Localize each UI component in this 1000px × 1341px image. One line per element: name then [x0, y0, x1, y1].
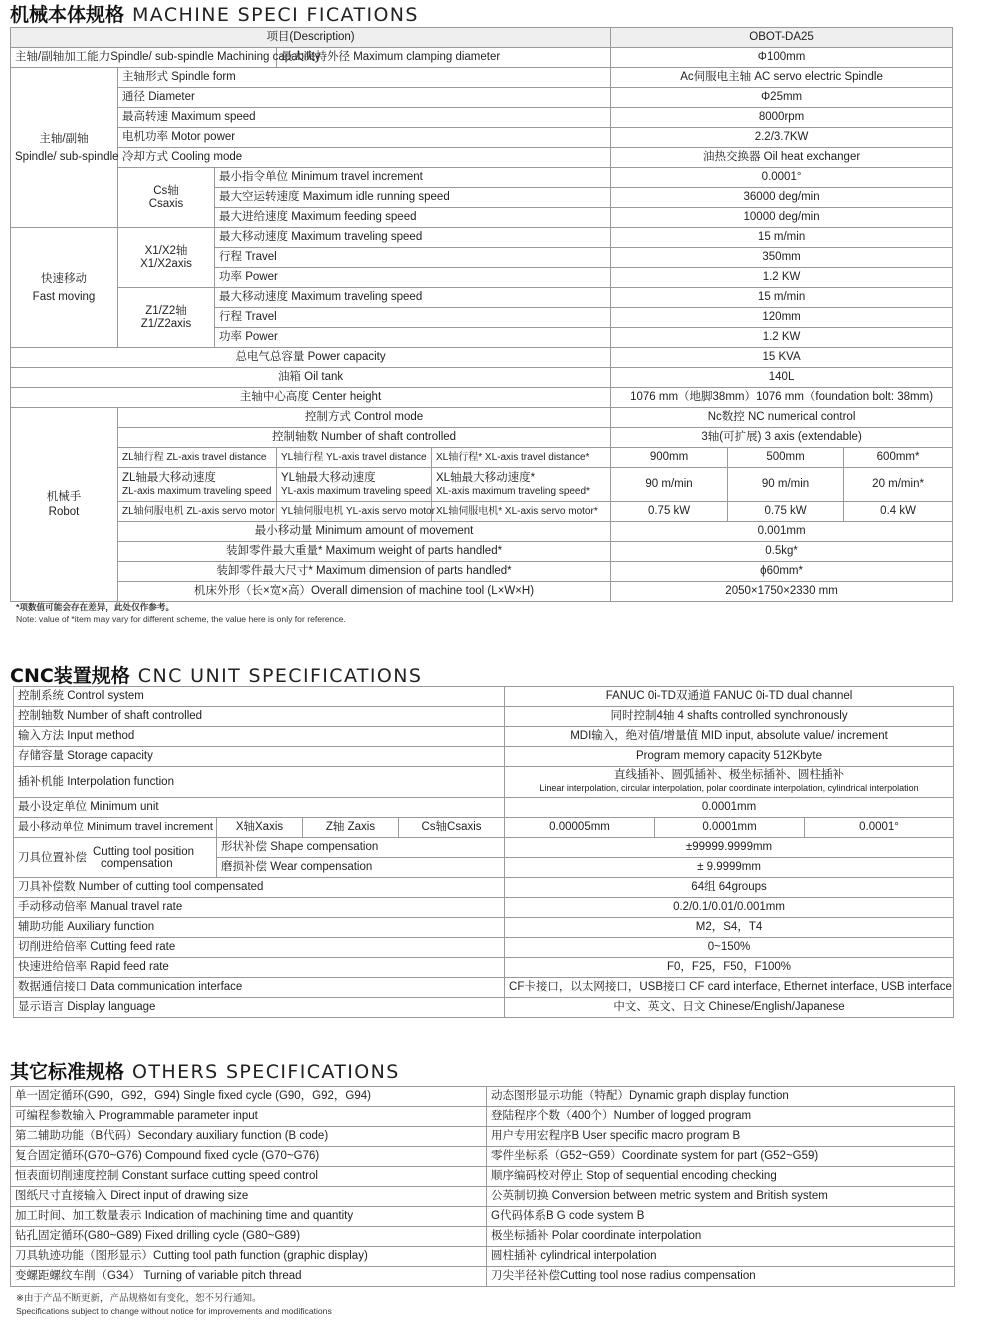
- robot-yl-speed-en: YL-axis maximum traveling speed: [281, 485, 432, 497]
- general-label: 总电气总容量 Power capacity: [11, 348, 611, 368]
- cnc-value: MDI输入，绝对值/增量值 MID input, absolute value/ increment: [505, 727, 954, 747]
- cnc-label: 刀具补偿数 Number of cutting tool compensated: [14, 878, 505, 898]
- others-left: 刀具轨迹功能（图形显示）Cutting tool path function (graphic display): [11, 1247, 487, 1267]
- robot-value: Nc数控 NC numerical control: [611, 408, 953, 428]
- dimension-row: [11, 582, 953, 602]
- robot-group: [11, 408, 118, 602]
- others-left: 恒表面切削速度控制 Constant surface cutting speed control: [11, 1167, 487, 1187]
- cnc-value: ± 9.9999mm: [505, 858, 954, 878]
- cnc-value: 中文、英文、日文 Chinese/English/Japanese: [505, 998, 954, 1018]
- robot-zl-speed: [118, 468, 277, 502]
- cnc-row: [14, 687, 954, 707]
- others-note: [16, 1293, 332, 1317]
- spindle-value: 2.2/3.7KW: [611, 128, 953, 148]
- others-left: 可编程参数输入 Programmable parameter input: [11, 1107, 487, 1127]
- cnc-label: 手动移动倍率 Manual travel rate: [14, 898, 505, 918]
- cnc-value: Program memory capacity 512Kbyte: [505, 747, 954, 767]
- cnc-row: [14, 798, 954, 818]
- fast-value: 1.2 KW: [611, 268, 953, 288]
- spindle-label: 最高转速 Maximum speed: [118, 108, 611, 128]
- robot-label: 装卸零件最大尺寸* Maximum dimension of parts handled*: [118, 562, 611, 582]
- others-left: 图纸尺寸直接输入 Direct input of drawing size: [11, 1187, 487, 1207]
- fast-group: [11, 228, 118, 348]
- cnc-value: ±99999.9999mm: [505, 838, 954, 858]
- robot-value: 600mm*: [844, 448, 953, 468]
- others-right: 用户专用宏程序B User specific macro program B: [487, 1127, 955, 1147]
- robot-group-en: Robot: [48, 505, 80, 518]
- spindle-label: 通径 Diameter: [118, 88, 611, 108]
- cnc-label: 快速进给倍率 Rapid feed rate: [14, 958, 505, 978]
- spindle-value: Φ25mm: [611, 88, 953, 108]
- spindle-label: 冷却方式 Cooling mode: [118, 148, 611, 168]
- cnc-value: F0，F25，F50，F100%: [505, 958, 954, 978]
- cnc-label: 控制轴数 Number of shaft controlled: [14, 707, 505, 727]
- x-axis-label-zh: X1/X2轴: [144, 244, 188, 257]
- cnc-row: [14, 998, 954, 1018]
- others-row: [11, 1087, 955, 1107]
- others-row: [11, 1127, 955, 1147]
- robot-zl-speed-en: ZL-axis maximum traveling speed: [122, 485, 272, 497]
- spindle-label: 主轴形式 Spindle form: [118, 68, 611, 88]
- others-spec-table: [10, 1086, 955, 1287]
- robot-value: 20 m/min*: [844, 468, 953, 502]
- cnc-value: 0.2/0.1/0.01/0.001mm: [505, 898, 954, 918]
- fast-group-zh: 快速移动: [41, 272, 87, 285]
- cnc-row: [14, 727, 954, 747]
- robot-row: [11, 522, 953, 542]
- others-title-en: OTHERS SPECIFICATIONS: [132, 1061, 400, 1083]
- cs-value: 36000 deg/min: [611, 188, 953, 208]
- others-row: [11, 1247, 955, 1267]
- cs-value: 0.0001°: [611, 168, 953, 188]
- robot-row: [11, 542, 953, 562]
- cnc-value: 64组 64groups: [505, 878, 954, 898]
- machine-title: [10, 0, 419, 27]
- robot-value: 0.75 kW: [728, 502, 844, 522]
- general-value: 140L: [611, 368, 953, 388]
- robot-yl-travel: YL轴行程 YL-axis travel distance: [277, 448, 432, 468]
- dimension-label: 机床外形（长×宽×高）Overall dimension of machine tool (L×W×H): [118, 582, 611, 602]
- robot-value: 0.75 kW: [611, 502, 728, 522]
- machine-title-en: MACHINE SPECI FICATIONS: [132, 4, 419, 26]
- others-left: 第二辅助功能（B代码）Secondary auxiliary function (B code): [11, 1127, 487, 1147]
- robot-value: 0.4 kW: [844, 502, 953, 522]
- fast-value: 120mm: [611, 308, 953, 328]
- others-note-en: Specifications subject to change without notice for improvements and modifications: [16, 1306, 332, 1316]
- cs-label: 最大进给速度 Maximum feeding speed: [215, 208, 611, 228]
- robot-zl-speed-zh: ZL轴最大移动速度: [122, 471, 216, 484]
- cnc-tool-comp-en2: compensation: [101, 857, 173, 870]
- spindle-group: [11, 68, 118, 228]
- general-value: 15 KVA: [611, 348, 953, 368]
- robot-yl-motor: YL轴伺服电机 YL-axis servo motor: [277, 502, 432, 522]
- cnc-cs-axis: Cs轴Csaxis: [399, 818, 505, 838]
- cnc-title-en: CNC UNIT SPECIFICATIONS: [137, 665, 423, 687]
- clamp-label: 最大夹持外径 Maximum clamping diameter: [277, 48, 611, 68]
- z-axis-label-zh: Z1/Z2轴: [145, 304, 187, 317]
- robot-group-zh: 机械手: [46, 490, 82, 503]
- cnc-value: CF卡接口，以太网接口，USB接口 CF card interface, Ethernet interface, USB interface: [505, 978, 954, 998]
- x-axis-label-en: X1/X2axis: [140, 257, 192, 270]
- spindle-value: Ac伺服电主轴 AC servo electric Spindle: [611, 68, 953, 88]
- cnc-label: 最小移动单位 Minimum travel increment: [14, 818, 217, 838]
- others-row: [11, 1207, 955, 1227]
- robot-xl-travel: XL轴行程* XL-axis travel distance*: [432, 448, 611, 468]
- cs-row: [11, 168, 953, 188]
- machine-note-zh: *项数值可能会存在差异，此处仅作参考。: [16, 602, 175, 612]
- cnc-spec-table: [13, 686, 954, 1018]
- cnc-label: 输入方法 Input method: [14, 727, 505, 747]
- machine-note-en: Note: value of *item may vary for different scheme, the value here is only for reference.: [16, 614, 346, 624]
- others-row: [11, 1107, 955, 1127]
- fast-label: 行程 Travel: [215, 248, 611, 268]
- cnc-row: [14, 978, 954, 998]
- robot-label: 控制方式 Control mode: [118, 408, 611, 428]
- cnc-value: M2，S4，T4: [505, 918, 954, 938]
- cs-label-zh: Cs轴: [153, 184, 179, 197]
- cnc-tool-row: [14, 838, 954, 858]
- cnc-min-travel-row: [14, 818, 954, 838]
- cnc-value: 同时控制4轴 4 shafts controlled synchronously: [505, 707, 954, 727]
- spindle-group-en: Spindle/ sub-spindle: [15, 150, 119, 163]
- robot-label: 最小移动量 Minimum amount of movement: [118, 522, 611, 542]
- cs-label-en: Csaxis: [148, 197, 184, 210]
- others-title: [10, 1057, 400, 1084]
- cs-label: 最小指令单位 Minimum travel increment: [215, 168, 611, 188]
- spindle-row: [11, 88, 953, 108]
- robot-xl-speed-zh: XL轴最大移动速度*: [436, 471, 536, 484]
- robot-value: 3轴(可扩展) 3 axis (extendable): [611, 428, 953, 448]
- general-label: 主轴中心高度 Center height: [11, 388, 611, 408]
- clamp-row: [11, 48, 953, 68]
- cnc-value: 0.0001mm: [655, 818, 805, 838]
- cnc-label: 切削进给倍率 Cutting feed rate: [14, 938, 505, 958]
- cnc-label: 最小设定单位 Minimum unit: [14, 798, 505, 818]
- cnc-row: [14, 707, 954, 727]
- clamp-value: Φ100mm: [611, 48, 953, 68]
- cnc-interp-row: [14, 767, 954, 798]
- header-item: 项目(Description): [11, 28, 611, 48]
- machine-note: [16, 601, 346, 625]
- cnc-value: 0~150%: [505, 938, 954, 958]
- robot-value: ϕ60mm*: [611, 562, 953, 582]
- cnc-x-axis: X轴Xaxis: [217, 818, 303, 838]
- fast-label: 功率 Power: [215, 328, 611, 348]
- others-right: 公英制切换 Conversion between metric system and British system: [487, 1187, 955, 1207]
- robot-value: 900mm: [611, 448, 728, 468]
- machine-title-zh: 机械本体规格: [10, 4, 125, 26]
- header-row: [11, 28, 953, 48]
- cnc-value: 0.0001mm: [505, 798, 954, 818]
- others-row: [11, 1187, 955, 1207]
- fast-row: [11, 288, 953, 308]
- cnc-row: [14, 747, 954, 767]
- robot-zl-motor: ZL轴伺服电机 ZL-axis servo motor: [118, 502, 277, 522]
- cnc-label: 控制系统 Control system: [14, 687, 505, 707]
- others-left: 复合固定循环(G70~G76) Compound fixed cycle (G70~G76): [11, 1147, 487, 1167]
- spindle-row: [11, 128, 953, 148]
- z-axis-group: [118, 288, 215, 348]
- cnc-interp-en: Linear interpolation, circular interpolation, polar coordinate interpolation, cylindrical interpolation: [539, 783, 919, 793]
- general-row: [11, 388, 953, 408]
- cnc-tool-comp-zh: 刀具位置补偿: [18, 851, 87, 864]
- cnc-row: [14, 918, 954, 938]
- robot-label: 装卸零件最大重量* Maximum weight of parts handled*: [118, 542, 611, 562]
- robot-xl-speed-en: XL-axis maximum traveling speed*: [436, 485, 590, 497]
- spindle-value: 8000rpm: [611, 108, 953, 128]
- cs-label: 最大空运转速度 Maximum idle running speed: [215, 188, 611, 208]
- general-value: 1076 mm（地脚38mm）1076 mm（foundation bolt: 38mm): [611, 388, 953, 408]
- others-right: 动态图形显示功能（特配）Dynamic graph display function: [487, 1087, 955, 1107]
- fast-label: 最大移动速度 Maximum traveling speed: [215, 288, 611, 308]
- machine-spec-table: [10, 27, 953, 602]
- robot-value: 0.001mm: [611, 522, 953, 542]
- cnc-interp-value: [505, 767, 954, 798]
- cnc-title: [10, 661, 422, 688]
- robot-row: [11, 408, 953, 428]
- others-row: [11, 1267, 955, 1287]
- others-right: 极坐标插补 Polar coordinate interpolation: [487, 1227, 955, 1247]
- robot-zl-travel: ZL轴行程 ZL-axis travel distance: [118, 448, 277, 468]
- others-right: 圆柱插补 cylindrical interpolation: [487, 1247, 955, 1267]
- cnc-wear-comp: 磨损补偿 Wear compensation: [217, 858, 505, 878]
- others-left: 单一固定循环(G90，G92，G94) Single fixed cycle (G90，G92，G94): [11, 1087, 487, 1107]
- others-right: 顺序编码校对停止 Stop of sequential encoding checking: [487, 1167, 955, 1187]
- robot-xl-speed: [432, 468, 611, 502]
- cnc-interp-zh: 直线插补、圆弧插补、极坐标插补、圆柱插补: [614, 769, 845, 781]
- fast-row: [11, 228, 953, 248]
- others-left: 钻孔固定循环(G80~G89) Fixed drilling cycle (G80~G89): [11, 1227, 487, 1247]
- spindle-row: [11, 108, 953, 128]
- spindle-group-zh: 主轴/副轴: [39, 132, 89, 145]
- cnc-row: [14, 878, 954, 898]
- cnc-z-axis: Z轴 Zaxis: [303, 818, 399, 838]
- others-row: [11, 1147, 955, 1167]
- cnc-row: [14, 898, 954, 918]
- cnc-label: 插补机能 Interpolation function: [14, 767, 505, 798]
- robot-row: [11, 428, 953, 448]
- spindle-label: 电机功率 Motor power: [118, 128, 611, 148]
- header-model: OBOT-DA25: [611, 28, 953, 48]
- cnc-value: FANUC 0i-TD双通道 FANUC 0i-TD dual channel: [505, 687, 954, 707]
- cnc-title-zh: CNC装置规格: [10, 665, 130, 687]
- x-axis-group: [118, 228, 215, 288]
- robot-value: 90 m/min: [728, 468, 844, 502]
- robot-value: 90 m/min: [611, 468, 728, 502]
- robot-label: 控制轴数 Number of shaft controlled: [118, 428, 611, 448]
- z-axis-label-en: Z1/Z2axis: [140, 317, 192, 330]
- fast-value: 350mm: [611, 248, 953, 268]
- others-left: 加工时间、加工数量表示 Indication of machining time and quantity: [11, 1207, 487, 1227]
- fast-value: 15 m/min: [611, 288, 953, 308]
- robot-yl-speed-zh: YL轴最大移动速度: [281, 471, 376, 484]
- others-row: [11, 1227, 955, 1247]
- cs-group: [118, 168, 215, 228]
- others-title-zh: 其它标准规格: [10, 1061, 125, 1083]
- others-right: G代码体系B G code system B: [487, 1207, 955, 1227]
- spindle-row: [11, 68, 953, 88]
- general-label: 油箱 Oil tank: [11, 368, 611, 388]
- fast-label: 最大移动速度 Maximum traveling speed: [215, 228, 611, 248]
- cnc-tool-comp-en: [93, 846, 194, 870]
- cnc-label: 显示语言 Display language: [14, 998, 505, 1018]
- robot-travel-row: [11, 448, 953, 468]
- others-right: 登陆程序个数（400个）Number of logged program: [487, 1107, 955, 1127]
- fast-value: 1.2 KW: [611, 328, 953, 348]
- cs-value: 10000 deg/min: [611, 208, 953, 228]
- robot-xl-motor: XL轴伺服电机* XL-axis servo motor*: [432, 502, 611, 522]
- others-right: 零件坐标系（G52~G59）Coordinate system for part (G52~G59): [487, 1147, 955, 1167]
- robot-speed-row: [11, 468, 953, 502]
- others-left: 变螺距螺纹车削（G34） Turning of variable pitch thread: [11, 1267, 487, 1287]
- cnc-label: 数据通信接口 Data communication interface: [14, 978, 505, 998]
- dimension-value: 2050×1750×2330 mm: [611, 582, 953, 602]
- robot-row: [11, 562, 953, 582]
- robot-value: 0.5kg*: [611, 542, 953, 562]
- cnc-value: 0.0001°: [805, 818, 954, 838]
- cnc-label: 辅助功能 Auxiliary function: [14, 918, 505, 938]
- cnc-tool-comp: [14, 838, 217, 878]
- general-row: [11, 368, 953, 388]
- spindle-value: 油热交换器 Oil heat exchanger: [611, 148, 953, 168]
- fast-value: 15 m/min: [611, 228, 953, 248]
- robot-motor-row: [11, 502, 953, 522]
- cnc-row: [14, 958, 954, 978]
- others-right: 刀尖半径补偿Cutting tool nose radius compensation: [487, 1267, 955, 1287]
- general-row: [11, 348, 953, 368]
- others-row: [11, 1167, 955, 1187]
- cnc-value: 0.00005mm: [505, 818, 655, 838]
- cnc-label: 存储容量 Storage capacity: [14, 747, 505, 767]
- clamp-group: 主轴/副轴加工能力Spindle/ sub-spindle Machining capability: [11, 48, 277, 68]
- fast-label: 功率 Power: [215, 268, 611, 288]
- fast-group-en: Fast moving: [32, 290, 96, 303]
- cnc-tool-comp-en1: Cutting tool position: [93, 845, 195, 858]
- fast-label: 行程 Travel: [215, 308, 611, 328]
- cnc-shape-comp: 形状补偿 Shape compensation: [217, 838, 505, 858]
- cnc-row: [14, 938, 954, 958]
- robot-yl-speed: [277, 468, 432, 502]
- others-note-zh: ※由于产品不断更新，产品规格如有变化，恕不另行通知。: [16, 1293, 262, 1304]
- robot-value: 500mm: [728, 448, 844, 468]
- spindle-row: [11, 148, 953, 168]
